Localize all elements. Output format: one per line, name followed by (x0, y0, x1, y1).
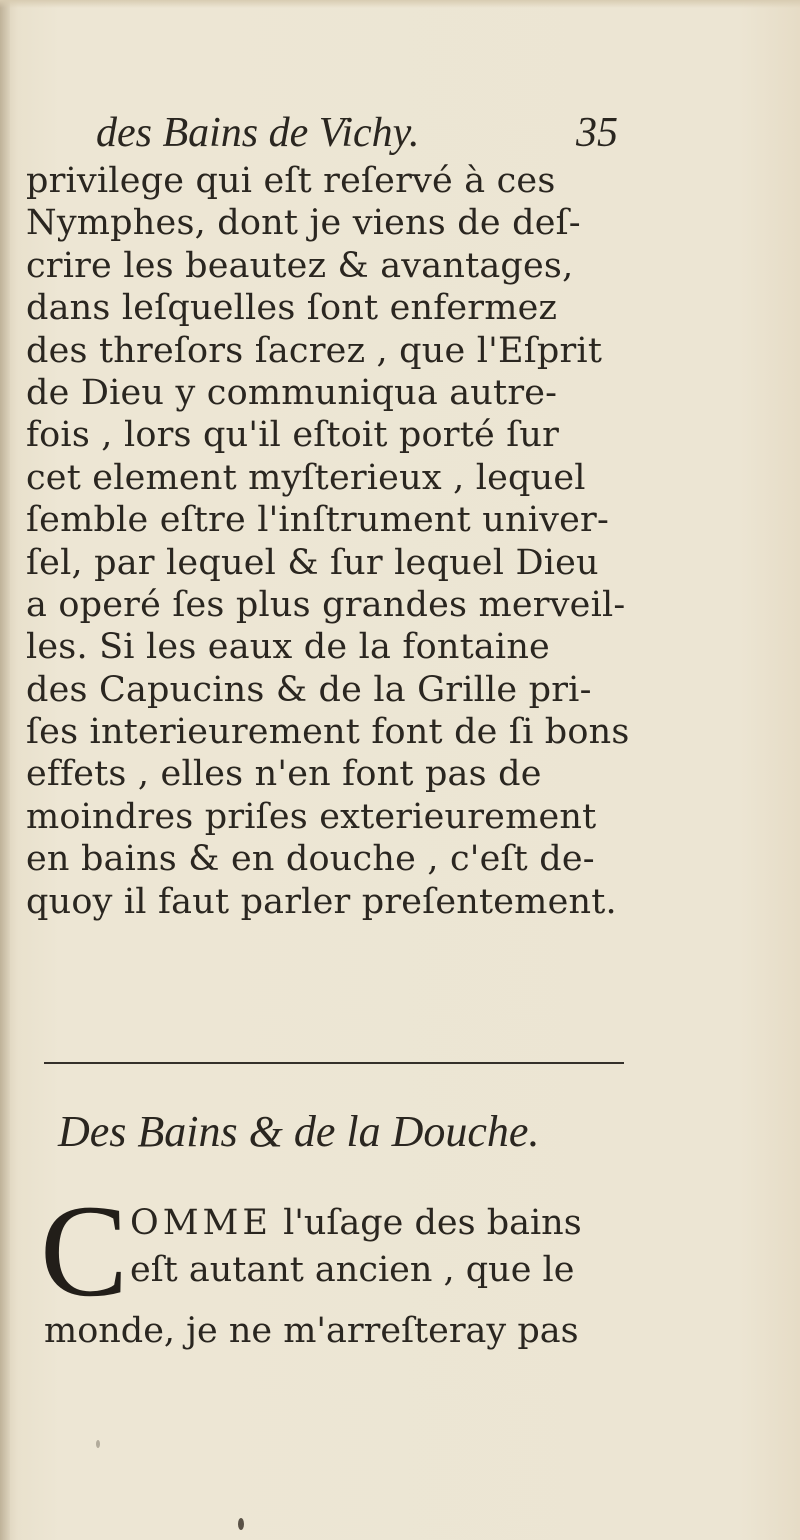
text-line: privilege qui eſt reſervé à ces (26, 161, 556, 201)
page-number: 35 (576, 110, 618, 156)
text-line: quoy il faut parler preſentement. (26, 881, 617, 922)
small-caps-word: OMME (130, 1203, 272, 1243)
text-line: fois , lors qu'il eſtoit porté ſur (26, 415, 560, 456)
text-line: ſemble eſtre l'inſtrument univer- (26, 500, 609, 541)
text-line: eſt autant ancien , que le (130, 1250, 575, 1290)
text-line: de Dieu y communiqua autre- (26, 372, 558, 413)
section-paragraph (130, 1200, 640, 1294)
ink-speck (238, 1518, 244, 1530)
text-line: dans leſquelles ſont enfermez (26, 288, 558, 329)
text-line: ſel, par lequel & ſur lequel Dieu (26, 542, 599, 583)
text-span: l'uſage des bains (283, 1203, 582, 1243)
body-paragraph (26, 160, 630, 923)
text-line: moindres priſes exterieurement (26, 796, 597, 837)
text-line (130, 1200, 640, 1247)
page-top-edge (0, 0, 800, 8)
section-divider-rule (44, 1062, 624, 1064)
text-line: Nymphes, dont je viens de deſ- (26, 203, 581, 244)
drop-cap-initial: C (40, 1177, 129, 1324)
running-title: des Bains de Vichy. (96, 110, 420, 156)
section-heading: Des Bains & de la Douche. (58, 1107, 540, 1156)
text-line: en bains & en douche , c'eſt de- (26, 839, 595, 880)
running-head (96, 108, 636, 158)
text-line: a operé ſes plus grandes merveil- (26, 584, 626, 625)
page-gutter (0, 0, 10, 1540)
text-line: crire les beautez & avantages, (26, 245, 574, 286)
text-line: cet element myſterieux , lequel (26, 457, 586, 498)
text-line: ſes interieurement font de ſi bons (26, 712, 630, 753)
text-line: effets , elles n'en font pas de (26, 754, 542, 795)
ink-speck (96, 1440, 100, 1448)
text-line: monde, je ne m'arreſteray pas (44, 1311, 579, 1351)
text-line: des Capucins & de la Grille pri- (26, 669, 592, 710)
text-line: les. Si les eaux de la fontaine (26, 627, 550, 668)
text-line: des threſors ſacrez , que l'Eſprit (26, 330, 603, 371)
